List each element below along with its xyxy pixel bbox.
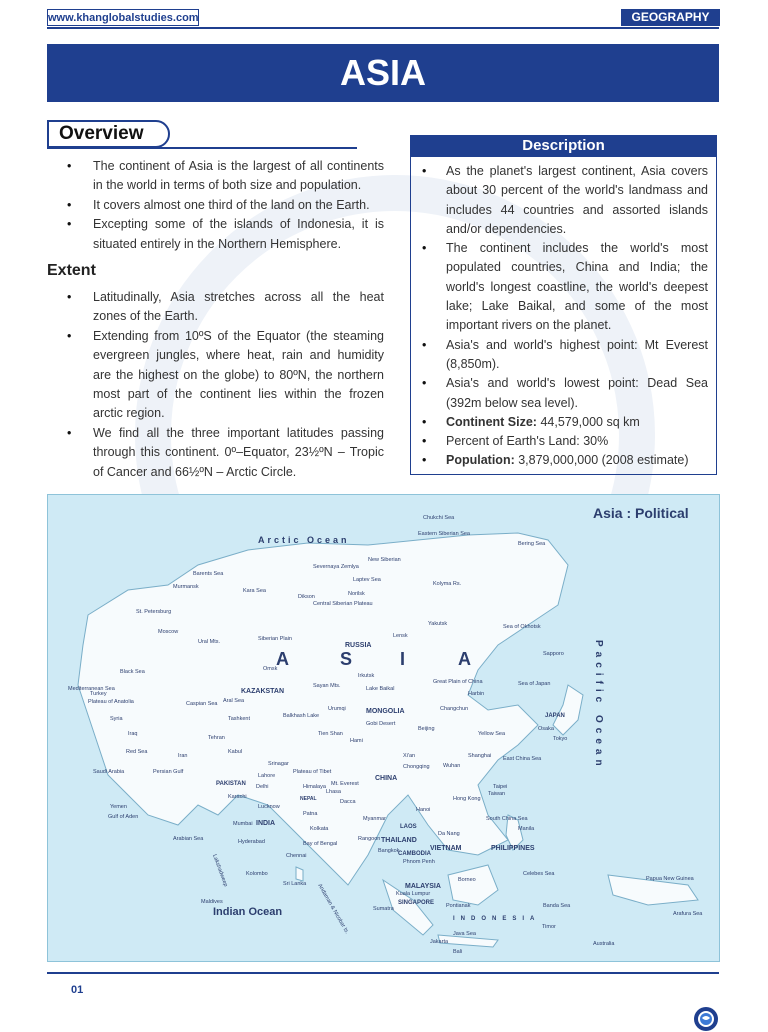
list-item: • The continent includes the world's most populated countries, China and India; the world's longest coastline, the world's deepest lake; Lake Baikal, and some of the most important rivers on the planet. <box>412 239 708 335</box>
place-label: Mumbai <box>233 821 253 827</box>
globe-logo-icon <box>693 1006 719 1032</box>
ocean-label-arctic: Arctic Ocean <box>258 535 350 545</box>
place-label: Central Siberian Plateau <box>313 601 373 607</box>
country-label: INDIA <box>256 820 276 827</box>
extent-list <box>47 288 384 482</box>
continent-letter: A <box>276 649 289 669</box>
place-label: Kabul <box>228 749 243 755</box>
place-label: Dacca <box>340 799 356 805</box>
list-item: • Latitudinally, Asia stretches across all the heat zones of the Earth. <box>47 288 384 327</box>
place-label: Caspian Sea <box>186 701 218 707</box>
place-label: Bangkok <box>378 848 400 854</box>
subject-badge: GEOGRAPHY <box>621 9 720 26</box>
place-label: Xi'an <box>403 753 416 759</box>
place-label: Bering Sea <box>518 541 546 547</box>
place-label: Rangoon <box>358 836 381 842</box>
list-item: • Excepting some of the islands of Indonesia, it is situated entirely in the Northern Hemisphere. <box>47 215 384 254</box>
place-label: Sea of Okhotsk <box>503 624 541 630</box>
place-label: Plateau of Tibet <box>293 769 332 775</box>
place-label: Yemen <box>110 804 127 810</box>
place-label: Saudi Arabia <box>93 769 125 775</box>
place-label: Himalaya <box>303 784 326 790</box>
place-label: Siberian Plain <box>258 636 292 642</box>
place-label: New Siberian <box>368 557 401 563</box>
footer-rule <box>47 972 719 974</box>
place-label: Laptev Sea <box>353 577 381 583</box>
country-label: CHINA <box>375 775 398 782</box>
place-label: Patna <box>303 811 318 817</box>
place-label: Celebes Sea <box>523 871 555 877</box>
list-item: • It covers almost one third of the land on the Earth. <box>47 196 384 215</box>
place-label: Lucknow <box>258 804 280 810</box>
place-label: Bali <box>453 949 463 955</box>
place-label: Sea of Japan <box>518 681 551 687</box>
place-label: Turkey <box>90 691 107 697</box>
place-label: Lahore <box>258 773 276 779</box>
place-label: Kara Sea <box>243 588 266 594</box>
place-label: Murmansk <box>173 584 199 590</box>
place-label: Norilsk <box>348 591 365 597</box>
country-label: RUSSIA <box>345 642 372 649</box>
country-label: SINGAPORE <box>398 900 435 906</box>
place-label: Balkhash Lake <box>283 713 320 719</box>
place-label: Great Plain of China <box>433 679 483 685</box>
sri-lanka-island <box>296 867 303 881</box>
place-label: Karachi <box>228 794 247 800</box>
place-label: Tashkent <box>228 716 251 722</box>
place-label: Tokyo <box>553 736 568 742</box>
country-label: PAKISTAN <box>216 781 246 787</box>
place-label: Black Sea <box>120 669 145 675</box>
place-label: Eastern Siberian Sea <box>418 531 470 537</box>
place-label: Kolyma Rs. <box>433 581 462 587</box>
place-label: Lensk <box>393 633 408 639</box>
place-label: Shanghai <box>468 753 492 759</box>
place-label: Lakshadweep <box>211 853 229 888</box>
place-label: Sapporo <box>543 651 564 657</box>
place-label: Andaman & Nicobar Is. <box>316 883 350 935</box>
place-label: Delhi <box>256 784 269 790</box>
place-label: Kuala Lumpur <box>396 891 431 897</box>
map-title: Asia : Political <box>593 505 689 521</box>
place-label: Irkutsk <box>358 673 375 679</box>
place-label: Severnaya Zemlya <box>313 564 359 570</box>
list-item: • As the planet's largest continent, Asia covers about 30 percent of the world's landmass and includes 44 countries and assorted islands and/or dependencies. <box>412 162 708 239</box>
place-label: Barents Sea <box>193 571 224 577</box>
asia-landmass <box>78 533 568 885</box>
place-label: Srinagar <box>268 761 289 767</box>
header-rule <box>47 27 719 29</box>
place-label: Mediterranean Sea <box>68 686 115 692</box>
country-label: MALAYSIA <box>405 883 441 890</box>
place-label: Beijing <box>418 726 435 732</box>
place-label: Gulf of Aden <box>108 814 139 820</box>
place-label: Yakutsk <box>428 621 448 627</box>
country-label: VIETNAM <box>430 845 462 852</box>
place-label: Australia <box>593 941 615 947</box>
place-label: Phnom Penh <box>403 859 435 865</box>
place-label: Lake Baikal <box>366 686 395 692</box>
description-heading: Description <box>410 135 717 157</box>
place-label: Tien Shan <box>318 731 343 737</box>
place-label: Kolkata <box>310 826 329 832</box>
country-label: LAOS <box>400 824 417 830</box>
list-item: • Asia's and world's lowest point: Dead Sea (392m below sea level). <box>412 374 708 413</box>
place-label: Banda Sea <box>543 903 571 909</box>
overview-heading: Overview <box>47 120 170 148</box>
place-label: Borneo <box>458 877 476 883</box>
place-label: East China Sea <box>503 756 542 762</box>
place-label: Java Sea <box>453 931 476 937</box>
place-label: Tehran <box>208 735 225 741</box>
country-label: KAZAKSTAN <box>241 688 285 695</box>
place-label: Omsk <box>263 666 278 672</box>
place-label: Plateau of Anatolia <box>88 699 134 705</box>
overview-rule <box>47 147 357 149</box>
place-label: Timor <box>542 924 556 930</box>
country-label: INDONESIA <box>453 916 541 922</box>
place-label: Wuhan <box>443 763 461 769</box>
list-item: • Continent Size: 44,579,000 sq km <box>412 413 708 432</box>
country-label: CAMBODIA <box>398 851 431 857</box>
overview-list <box>47 157 384 254</box>
place-label: Chennai <box>286 853 307 859</box>
place-label: Iraq <box>128 731 138 737</box>
place-label: Red Sea <box>126 749 148 755</box>
place-label: Jakarta <box>430 939 449 945</box>
place-label: Changchun <box>440 706 469 712</box>
place-label: Maldives <box>201 899 223 905</box>
continent-letter: I <box>400 649 406 669</box>
extent-heading: Extent <box>47 262 96 279</box>
place-label: Aral Sea <box>223 698 245 704</box>
place-label: Gobi Desert <box>366 721 396 727</box>
place-label: Myanmar <box>363 816 386 822</box>
place-label: Iran <box>178 753 188 759</box>
place-label: Sri Lanka <box>283 881 307 887</box>
place-label: Taiwan <box>488 791 506 797</box>
place-label: Osaka <box>538 726 554 732</box>
place-label: Hami <box>350 738 363 744</box>
asia-political-map <box>47 494 720 962</box>
place-label: Ural Mts. <box>198 639 220 645</box>
list-item: • Percent of Earth's Land: 30% <box>412 432 708 451</box>
place-label: Arafura Sea <box>673 911 703 917</box>
list-item: • Extending from 10ºS of the Equator (the steaming evergreen jungles, where heat, rain and humidity are the highest on the globe) to 80ºN, the northern most part of the continent lies within the frozen arctic region. <box>47 327 384 424</box>
country-label: JAPAN <box>545 713 565 719</box>
place-label: Hanoi <box>416 807 431 813</box>
japan-islands <box>553 685 583 735</box>
borneo-island <box>448 865 498 905</box>
place-label: Chongqing <box>403 764 430 770</box>
place-label: Persian Gulf <box>153 769 184 775</box>
list-item: • We find all the three important latitudes passing through this continent. 0º–Equator, 23½ºN – Tropic of Cancer and 66½ºN – Arctic Circle. <box>47 424 384 482</box>
place-label: Arabian Sea <box>173 836 204 842</box>
place-label: Mt. Everest <box>331 781 359 787</box>
page-title: ASIA <box>47 44 719 102</box>
place-label: Da Nang <box>438 831 460 837</box>
list-item: • Population: 3,879,000,000 (2008 estimate) <box>412 451 708 470</box>
place-label: Manila <box>518 826 535 832</box>
place-label: Harbin <box>468 691 485 697</box>
list-item: • Asia's and world's highest point: Mt Everest (8,850m). <box>412 336 708 375</box>
place-label: Urumqi <box>328 706 346 712</box>
page-number: 01 <box>71 984 84 996</box>
country-label: MONGOLIA <box>366 708 405 715</box>
place-label: Sayan Mts. <box>313 683 341 689</box>
place-label: Bay of Bengal <box>303 841 338 847</box>
place-label: Hong Kong <box>453 796 481 802</box>
place-label: Sumatra <box>373 906 394 912</box>
place-label: Kolombo <box>246 871 268 877</box>
continent-letter: A <box>458 649 471 669</box>
country-label: NEPAL <box>300 796 317 802</box>
place-label: South China Sea <box>486 816 528 822</box>
place-label: Moscow <box>158 629 179 635</box>
place-label: Lhasa <box>326 789 341 795</box>
list-item: • The continent of Asia is the largest of all continents in the world in terms of both size and population. <box>47 157 384 196</box>
map-svg <box>48 495 720 962</box>
place-label: Yellow Sea <box>478 731 506 737</box>
ocean-label-indian: Indian Ocean <box>213 906 283 918</box>
country-label: THAILAND <box>381 837 417 844</box>
place-label: Syria <box>110 716 123 722</box>
place-label: Hyderabad <box>238 839 265 845</box>
place-label: Chukchi Sea <box>423 515 455 521</box>
ocean-label-pacific: Pacific Ocean <box>593 640 604 771</box>
place-label: Pontianak <box>446 903 471 909</box>
place-label: St. Petersburg <box>136 609 172 615</box>
place-label: Taipei <box>493 784 508 790</box>
description-list <box>412 162 708 471</box>
country-label: PHILIPPINES <box>491 845 535 852</box>
place-label: Dikson <box>298 594 315 600</box>
place-label: Papua New Guinea <box>646 876 694 882</box>
continent-letter: S <box>340 649 353 669</box>
website-url[interactable]: www.khanglobalstudies.com <box>47 9 199 26</box>
